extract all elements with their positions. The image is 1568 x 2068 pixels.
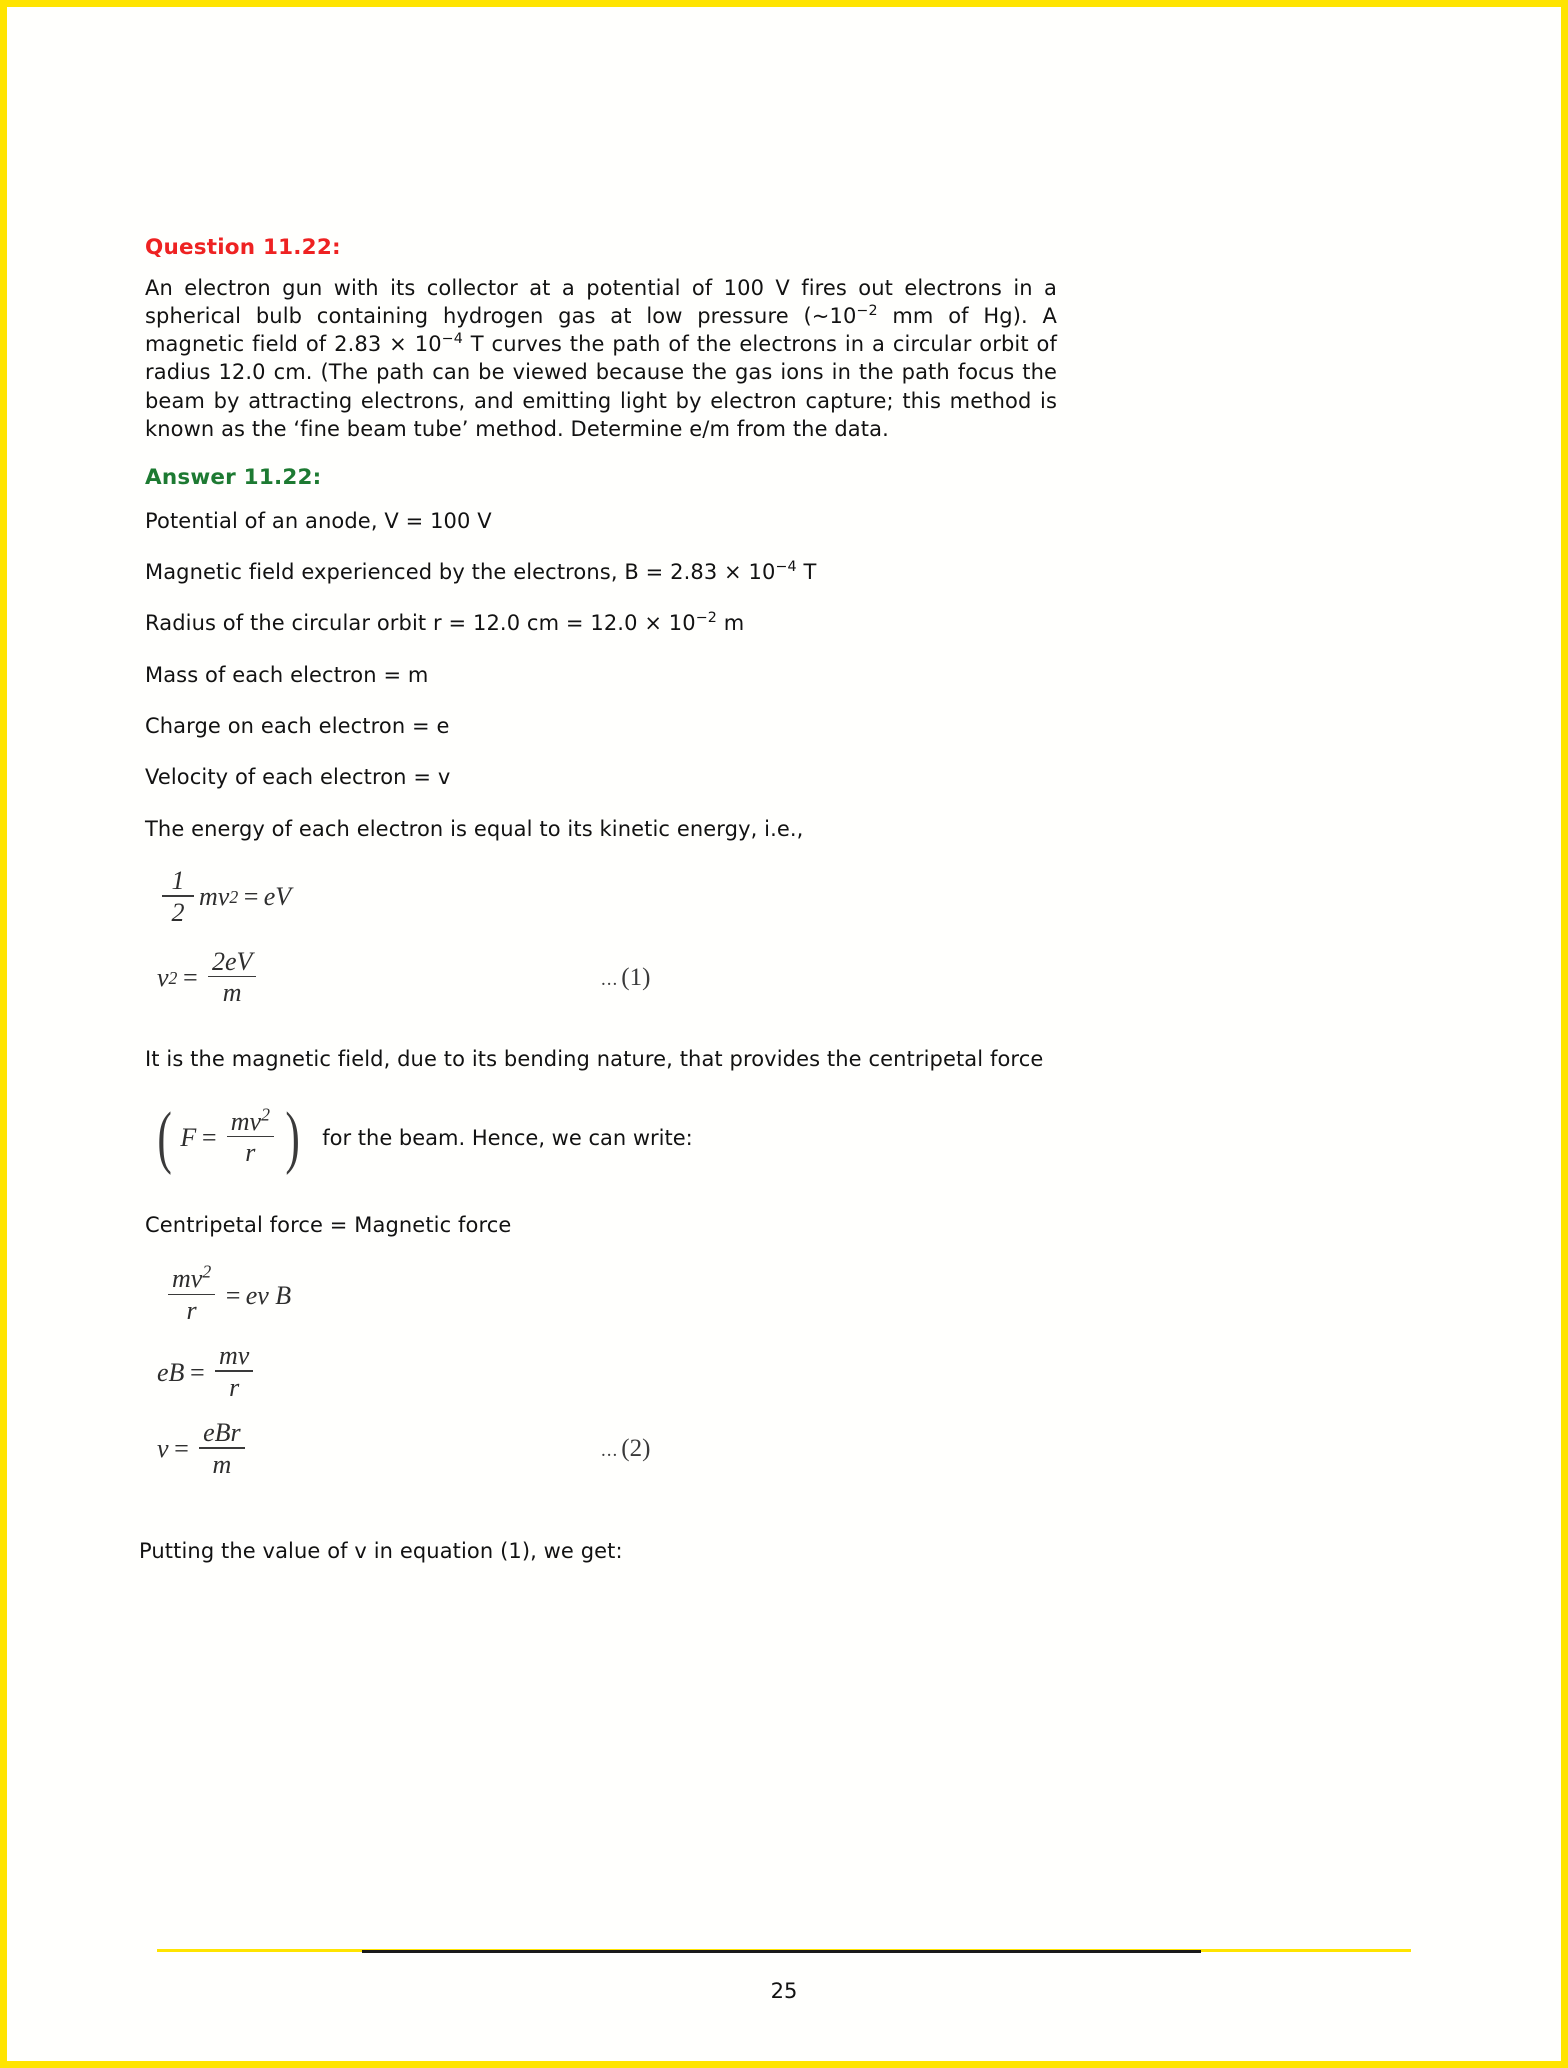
footer-rule [157, 1948, 1411, 1953]
frac-numerator [227, 1103, 274, 1136]
equation-number-2 [601, 1435, 650, 1463]
magnetic-field-post: T [796, 560, 817, 585]
question-paragraph [145, 274, 1057, 443]
ke-lhs-term: mv [199, 882, 230, 912]
fraction-eBr-over-m [199, 1419, 245, 1480]
pressure-tilde: ~ [811, 304, 830, 329]
question-heading: Question 11.22: [145, 235, 341, 260]
frac-denominator: r [245, 1138, 256, 1168]
answer-line-radius [145, 610, 1057, 637]
frac-numerator: 1 [171, 865, 185, 895]
v2-lhs: v [157, 962, 169, 992]
v-equals-sign: = [172, 1434, 191, 1464]
content-column [139, 235, 1057, 1589]
fraction-mv2-over-r [227, 1103, 274, 1169]
fraction-mv2-over-r [168, 1261, 215, 1326]
frac-denominator: m [222, 978, 242, 1008]
radius-post: m [716, 611, 745, 636]
frac-numerator: eBr [203, 1417, 241, 1447]
answer-line-velocity: Velocity of each electron = v [145, 765, 451, 790]
equation-centripetal-magnetic [145, 1261, 1057, 1326]
magnetic-field-exponent: −4 [775, 559, 797, 576]
equation-eB [145, 1342, 1057, 1403]
fraction-2eV-over-m [208, 948, 256, 1009]
frac-numerator: mv [218, 1341, 250, 1371]
force-lhs: F [180, 1122, 197, 1152]
ke-equals-sign: = [242, 882, 260, 912]
eqnum-label: (1) [621, 963, 651, 991]
radius-exponent: −2 [695, 610, 717, 627]
centripetal-intro-text: It is the magnetic field, due to its bending nature, that provides the centripetal force [145, 1047, 1044, 1072]
answer-line-charge: Charge on each electron = e [145, 713, 450, 738]
eB-equals-sign: = [188, 1357, 206, 1387]
v-lhs: v [157, 1434, 169, 1464]
magnetic-field-pre: Magnetic field experienced by the electrons, B = 2.83 × 10 [145, 560, 776, 585]
frac-numerator [168, 1261, 215, 1294]
radius-pre: Radius of the circular orbit r = 12.0 cm = 12.0 × 10 [145, 611, 696, 636]
field-exponent: −4 [441, 331, 463, 348]
answer-line-energy-intro: The energy of each electron is equal to its kinetic energy, i.e., [145, 816, 804, 841]
centripetal-rhs: ev B [245, 1280, 292, 1310]
v2-equals-sign: = [181, 962, 199, 992]
question-text-part3: T curves the path of the electrons in a circular orbit of radius 12.0 cm. (The path can be viewed because the gas ions in the path focus the beam by attracting electrons, and emitting light by electron capture; this method is known as the ‘fine beam tube’ method. Determine e/m from the data. [145, 332, 1057, 441]
close-paren: ) [285, 1098, 300, 1176]
frac-denominator: r [186, 1296, 197, 1326]
answer-line-magnetic-field [145, 559, 1057, 586]
eB-lhs: eB [157, 1357, 185, 1387]
num-exponent: 2 [261, 1103, 270, 1124]
centripetal-equals-sign: = [224, 1280, 242, 1310]
answer-line-potential: Potential of an anode, V = 100 V [145, 508, 492, 533]
open-paren: ( [157, 1098, 172, 1176]
pressure-base: 10 [829, 304, 857, 329]
force-equals-sign: = [200, 1122, 218, 1152]
answer-heading: Answer 11.22: [145, 464, 322, 490]
beam-text: for the beam. Hence, we can write: [322, 1125, 693, 1150]
equation-v-squared: v 2 = $\frac{2eV}{m}$ ... (1) [157, 946, 651, 1008]
footer-rule-black [362, 1950, 1201, 1953]
equation-velocity [145, 1419, 1057, 1480]
question-text-part1: An electron gun with its collector at a potential of 100 V fires out electrons in a spherical bulb containing hydrogen gas at low pressure ( [145, 276, 1057, 329]
frac-denominator: 2 [171, 897, 185, 927]
answer-line-mass: Mass of each electron = m [145, 662, 429, 687]
frac-numerator: 2eV [211, 946, 253, 976]
fraction-mv-over-r [215, 1342, 253, 1403]
eqnum-dots: ... [601, 968, 619, 990]
num-exponent: 2 [202, 1261, 212, 1282]
equation-number-1 [601, 964, 650, 992]
frac-denominator: m [212, 1449, 232, 1479]
question-text-part2: mm of Hg). A magnetic field of 2.83 × 10 [145, 304, 1057, 357]
frac-denominator: r [229, 1372, 240, 1402]
pressure-exponent: −2 [856, 303, 878, 320]
closing-text: Putting the value of v in equation (1), we get: [139, 1538, 623, 1563]
ke-rhs-term: eV [263, 882, 292, 912]
num-text: mv [230, 1106, 262, 1136]
fraction-one-half [162, 867, 194, 928]
force-equality-text: Centripetal force = Magnetic force [145, 1213, 512, 1238]
equation-force-parenthesized [145, 1098, 1057, 1176]
eqnum-dots: ... [601, 1440, 619, 1462]
page-inner [7, 7, 1561, 2061]
eqnum-label: (2) [621, 1435, 651, 1463]
num-text: mv [172, 1264, 203, 1294]
page-number: 25 [770, 1979, 798, 2003]
equation-kinetic-energy: $\frac{1}{2}$ mv 2 = eV [145, 867, 1057, 928]
